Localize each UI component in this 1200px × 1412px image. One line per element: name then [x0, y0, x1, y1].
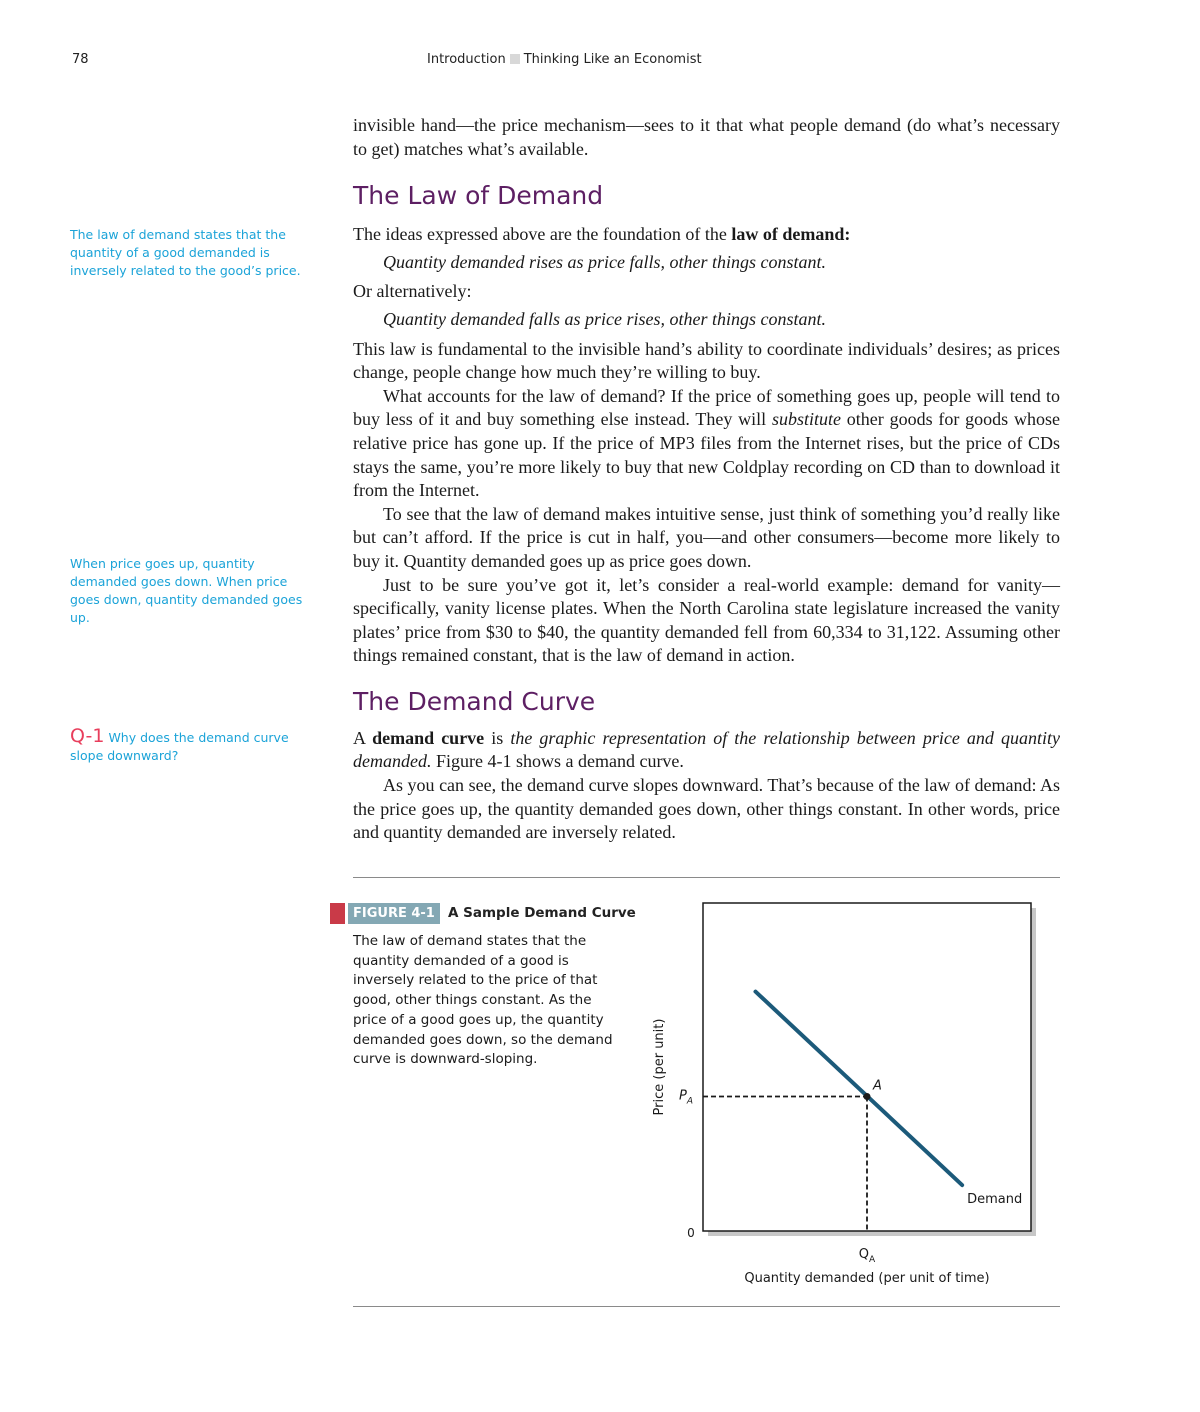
- chapter-name: Thinking Like an Economist: [523, 52, 702, 67]
- point-a-marker: [864, 1093, 871, 1100]
- quantity-a-letter: Q: [858, 1247, 870, 1262]
- question-number: Q-1: [70, 725, 105, 747]
- y-axis-label: Price (per unit): [652, 1018, 667, 1116]
- quantity-a-subscript: A: [869, 1255, 876, 1265]
- curve-text-a: A: [353, 727, 373, 748]
- point-a-label: A: [873, 1078, 882, 1094]
- figure-caption: The law of demand states that the quantity demanded of a good is inversely related to the price of that good, other things constant. As the price of a good goes up, the quantity demanded goes down, so the demand curve is downward-sloping.: [353, 933, 613, 1068]
- law-statement-2: Quantity demanded falls as price rises, other things constant.: [383, 308, 826, 329]
- paragraph-alternatively: Or alternatively:: [353, 281, 472, 302]
- law-statement-1: Quantity demanded rises as price falls, other things constant.: [383, 251, 826, 272]
- running-head: [0, 52, 1200, 72]
- paragraph-intro: invisible hand—the price mechanism—sees to it that what people demand (do what’s necessary to get) matches what’s available.: [353, 115, 1060, 159]
- accounts-text-1: What accounts for the law of demand? If the price of something goes up, people will tend to buy less of it and buy something else instead. They will: [353, 385, 1060, 430]
- heading-law-of-demand: The Law of Demand: [353, 181, 604, 211]
- curve-text-is: is: [484, 727, 511, 748]
- margin-note-price-quantity: When price goes up, quantity demanded goes down. When price goes down, quantity demanded goes up.: [70, 556, 303, 625]
- demand-series-label: Demand: [967, 1192, 1023, 1208]
- figure-title: A Sample Demand Curve: [448, 905, 636, 921]
- page-number: 78: [72, 52, 89, 67]
- running-title: [427, 52, 702, 67]
- paragraph-example: Just to be sure you’ve got it, let’s consider a real-world example: demand for vanity—specifically, vanity license plates. When the North Carolina state legislature increased the vanity plates’ price from $30 to $40, the quantity demanded fell from 60,334 to 31,122. Assuming other things remained constant, that is the law of demand in action.: [353, 574, 1060, 666]
- heading-demand-curve: The Demand Curve: [353, 686, 596, 716]
- main-column: [353, 114, 1060, 845]
- paragraph-law-intro: [353, 223, 1060, 247]
- demand-chart-svg: [630, 880, 1060, 1290]
- key-term-demand-curve: demand curve: [372, 727, 485, 748]
- curve-text-after: Figure 4-1 shows a demand curve.: [431, 751, 684, 772]
- accounts-text-2: other goods for goods whose relative price has gone up. If the price of MP3 files from the Internet rises, but the price of CDs stays the same, you’re more likely to buy that new Coldplay recording on CD than to download it from the Internet.: [353, 409, 1060, 501]
- key-term-law-of-demand: law of demand:: [731, 224, 851, 245]
- price-a-subscript: A: [686, 1096, 693, 1107]
- figure-top-rule: [353, 877, 1060, 878]
- plot-frame: [703, 903, 1031, 1231]
- paragraph-curve-definition: [353, 727, 1060, 774]
- paragraph-slopes: As you can see, the demand curve slopes downward. That’s because of the law of demand: As the price goes up, the quantity demanded goes down, other things constant. In other words, price and quantity demanded are inversely related.: [353, 775, 1060, 843]
- paragraph-accounts: [353, 385, 1060, 503]
- substitute-emphasis: substitute: [771, 409, 841, 430]
- figure-label: FIGURE 4-1: [348, 903, 440, 924]
- margin-question: [70, 727, 310, 765]
- x-axis-label: Quantity demanded (per unit of time): [744, 1271, 990, 1286]
- price-a-label: [679, 1089, 693, 1107]
- margin-definition-law-of-demand: The law of demand states that the quantity of a good demanded is inversely related to the good’s price.: [70, 227, 301, 278]
- header-separator: [510, 54, 520, 64]
- question-text: Why does the demand curve slope downward?: [70, 730, 289, 763]
- figure-bottom-rule: [353, 1306, 1060, 1307]
- figure-accent-bar: [330, 903, 345, 924]
- law-intro-text: The ideas expressed above are the foundation of the: [353, 224, 732, 245]
- origin-label: 0: [687, 1226, 695, 1240]
- section-name: Introduction: [427, 52, 506, 67]
- curve-definition: the graphic representation of the relationship between price and quantity demanded.: [353, 727, 1060, 772]
- demand-chart: [630, 880, 1060, 1290]
- price-a-letter: P: [678, 1088, 687, 1104]
- quantity-a-label: [859, 1247, 876, 1265]
- paragraph-fundamental: This law is fundamental to the invisible hand’s ability to coordinate individuals’ desires; as prices change, people change how much they’re willing to buy.: [353, 338, 1060, 383]
- paragraph-intuitive: To see that the law of demand makes intuitive sense, just think of something you’d really like but can’t afford. If the price is cut in half, you—and other consumers—become more likely to buy it. Quantity demanded goes up as price goes down.: [353, 503, 1060, 571]
